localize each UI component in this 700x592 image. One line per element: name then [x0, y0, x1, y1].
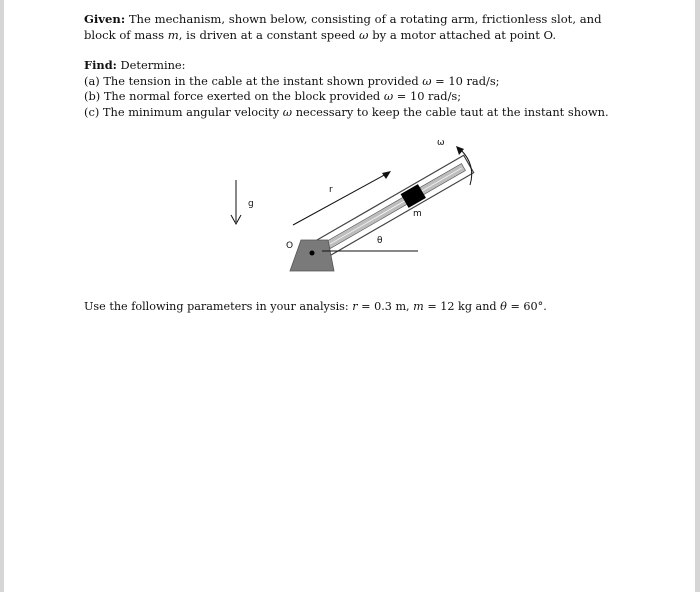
find-item-text-end: = 10 rad/s; — [393, 89, 462, 103]
find-item-var: ω — [282, 104, 293, 119]
cable-r-arrowhead — [382, 171, 391, 179]
given-label: Given: — [84, 12, 126, 26]
given-var-m: m — [167, 28, 179, 42]
slot-centerline — [330, 168, 462, 244]
given-text-3: by a motor attached at point O. — [368, 28, 557, 42]
mass-label: m — [413, 209, 422, 219]
find-item-var: ω — [422, 73, 432, 88]
params-var-m: m — [413, 300, 424, 313]
pivot-pin — [310, 251, 315, 256]
find-item-marker: (a) — [84, 73, 100, 88]
find-item-marker: (b) — [84, 89, 101, 103]
find-item-marker: (c) — [84, 104, 100, 119]
theta-label: θ — [377, 236, 383, 246]
find-item-var: ω — [383, 89, 394, 103]
params-text-4: = 60°. — [506, 300, 547, 313]
params-var-r: r — [352, 300, 358, 313]
params-var-theta: θ — [500, 300, 507, 313]
find-intro: Determine: — [120, 58, 186, 72]
find-item-text: The minimum angular velocity — [102, 104, 283, 119]
omega-arrowhead — [456, 146, 464, 155]
find-item-text-end: necessary to keep the cable taut at the instant shown. — [292, 104, 609, 119]
find-item-text: The tension in the cable at the instant shown provided — [103, 73, 423, 88]
params-text-2: = 0.3 m, — [357, 300, 414, 313]
r-label: r — [329, 185, 333, 195]
mechanism-diagram — [4, 0, 695, 592]
find-item-text: The normal force exerted on the block provided — [103, 89, 384, 103]
rotating-arm — [313, 155, 474, 259]
parameters-line — [84, 299, 644, 314]
params-text-3: = 12 kg and — [423, 300, 501, 313]
document-page — [4, 0, 695, 592]
find-label: Find: — [84, 58, 117, 72]
gravity-label: g — [248, 199, 254, 209]
omega-label: ω — [437, 138, 445, 148]
given-text-1: The mechanism, shown below, consisting of a rotating arm, frictionless slot, and block of mass — [84, 12, 602, 42]
params-text-1: Use the following parameters in your analysis: — [84, 300, 353, 313]
given-var-omega: ω — [359, 28, 369, 42]
find-item-text-end: = 10 rad/s; — [431, 73, 500, 88]
pivot-label: O — [286, 241, 294, 251]
given-text-2: , is driven at a constant speed — [178, 28, 360, 42]
